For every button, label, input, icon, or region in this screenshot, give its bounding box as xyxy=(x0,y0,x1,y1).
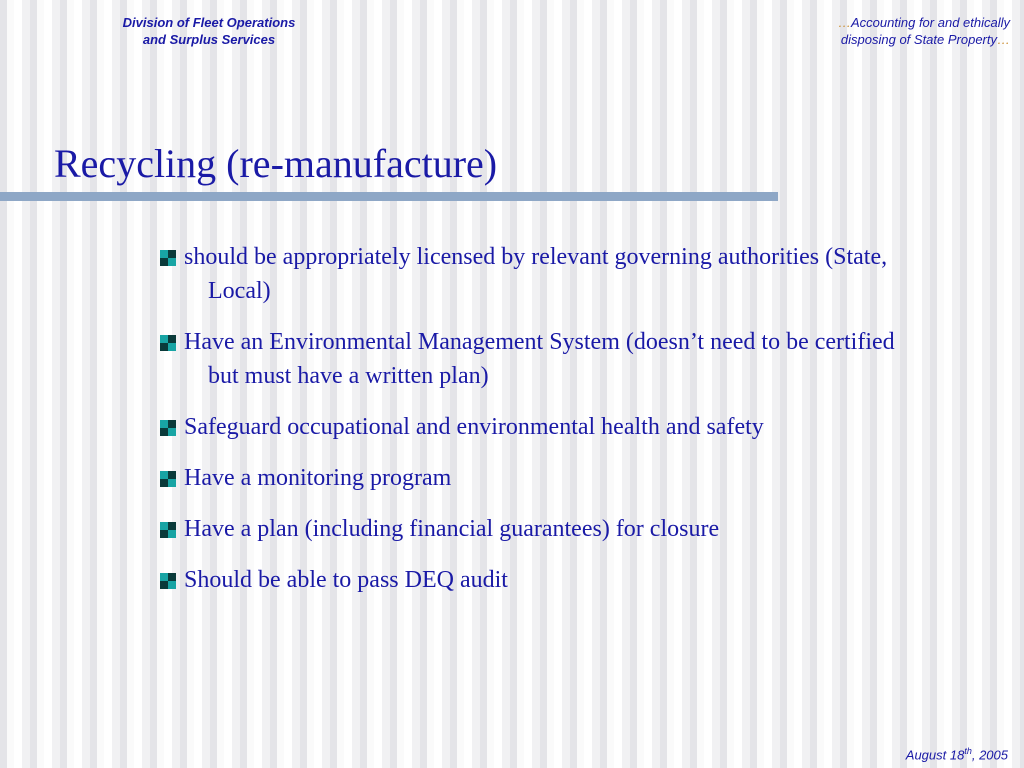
bullet-item xyxy=(160,461,920,495)
tagline-text-1: Accounting for and ethically xyxy=(851,15,1010,30)
tagline-text-2: disposing of State Property xyxy=(840,32,997,47)
footer-date-sup: th xyxy=(964,745,972,756)
checker-bullet-icon xyxy=(160,471,176,487)
title-divider xyxy=(0,192,778,201)
header-organization xyxy=(96,14,322,48)
checker-bullet-icon xyxy=(160,250,176,266)
footer-date-prefix: August 18 xyxy=(905,747,965,762)
checker-bullet-icon xyxy=(160,420,176,436)
header-tagline-line-2 xyxy=(770,31,1010,48)
header-org-line-1: Division of Fleet Operations xyxy=(122,15,296,30)
bullet-item xyxy=(160,512,920,546)
bullet-text: Should be able to pass DEQ audit xyxy=(184,567,508,593)
checker-bullet-icon xyxy=(160,335,176,351)
header-tagline xyxy=(770,14,1010,48)
checker-bullet-icon xyxy=(160,522,176,538)
bullet-item xyxy=(160,563,920,597)
bullet-text: Have a monitoring program xyxy=(184,465,452,491)
bullet-text: Have an Environmental Management System (doesn’t need to be certified but must have a written plan) xyxy=(184,329,895,389)
header-tagline-line-1 xyxy=(770,14,1010,31)
footer-date xyxy=(906,746,1008,762)
bullet-item xyxy=(160,240,920,308)
bullet-text: Have a plan (including financial guarantees) for closure xyxy=(184,516,720,542)
footer-date-suffix: , 2005 xyxy=(971,747,1008,762)
bullet-text: should be appropriately licensed by relevant governing authorities (State, Local) xyxy=(184,244,888,304)
bullet-text: Safeguard occupational and environmental health and safety xyxy=(184,414,764,440)
bullet-item xyxy=(160,325,920,393)
checker-bullet-icon xyxy=(160,573,176,589)
bullet-list xyxy=(160,240,920,614)
ellipsis-end: … xyxy=(997,32,1010,47)
slide-title: Recycling (re-manufacture) xyxy=(54,141,498,186)
ellipsis-start: … xyxy=(838,15,852,30)
bullet-item xyxy=(160,410,920,444)
header-org-line-2: and Surplus Services xyxy=(142,32,276,47)
